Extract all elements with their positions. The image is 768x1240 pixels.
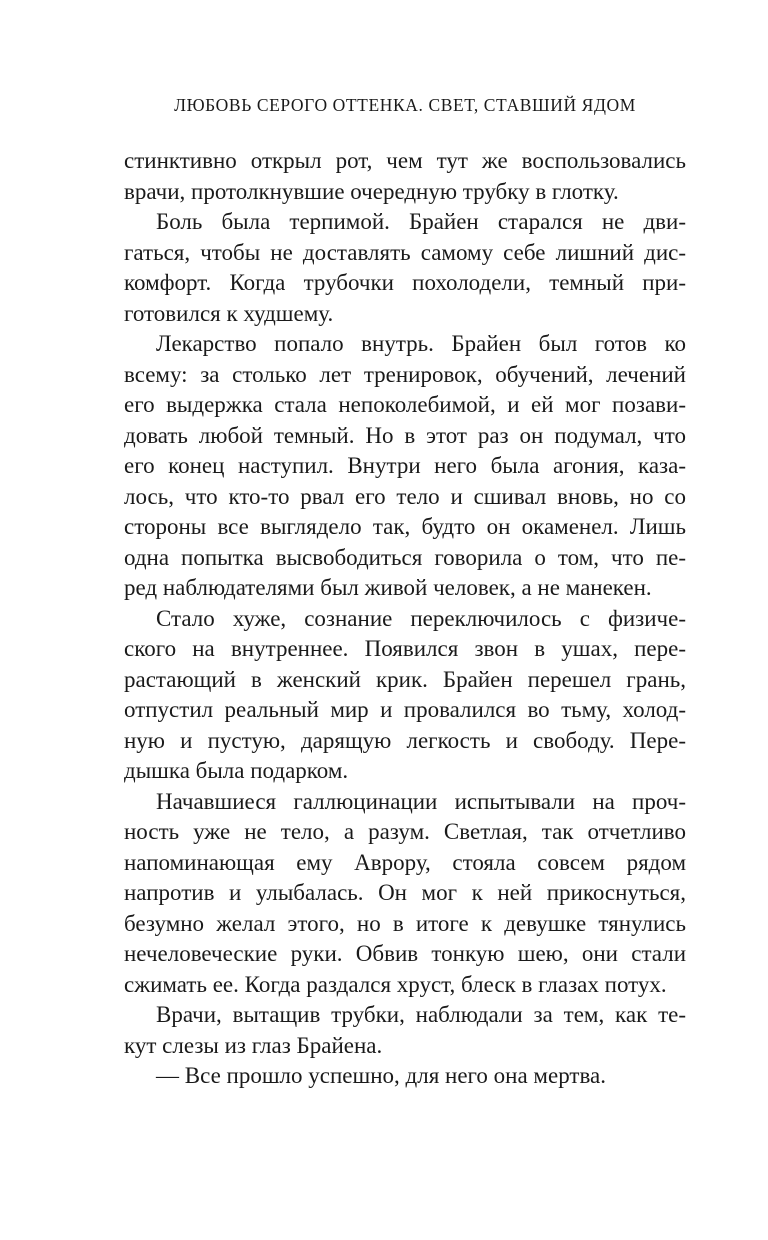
text-line: стинктивно открыл рот, чем тут же воспользовались — [124, 148, 686, 173]
running-title: ЛЮБОВЬ СЕРОГО ОТТЕНКА. СВЕТ, СТАВШИЙ ЯДОМ — [174, 95, 636, 115]
paragraph-first-line: Начавшиеся галлюцинации испытывали на проч- — [156, 788, 686, 814]
text-line: ред наблюдателями был живой человек, а не манекен. — [124, 575, 652, 600]
text-line: ную и пустую, дарящую легкость и свободу. Пере- — [124, 727, 686, 753]
paragraph-first-line: Врачи, вытащив трубки, наблюдали за тем, как те- — [156, 1002, 686, 1027]
dialogue-line: — Все прошло успешно, для него она мертва. — [156, 1063, 606, 1088]
text-line: довать любой темный. Но в этот раз он подумал, что — [124, 422, 686, 448]
text-line: напоминающая ему Аврору, стояла совсем рядом — [124, 849, 686, 875]
text-line: отпустил реальный мир и провалился во тьму, холод- — [124, 697, 686, 722]
text-line: растающий в женский крик. Брайен перешел грань, — [124, 666, 686, 692]
text-line: лось, что кто-то рвал его тело и сшивал вновь, но со — [124, 483, 686, 509]
text-line: всему: за столько лет тренировок, обучений, лечений — [124, 361, 686, 387]
text-line: одна попытка высвободиться говорила о том, что пе- — [124, 544, 686, 570]
text-line: стороны все выглядело так, будто он окаменел. Лишь — [124, 514, 686, 539]
text-line: его конец наступил. Внутри него была агония, каза- — [124, 453, 686, 478]
text-line: ского на внутреннее. Появился звон в ушах, пере- — [124, 636, 686, 661]
body-text — [124, 146, 686, 1092]
text-line: нечеловеческие руки. Обвив тонкую шею, они стали — [124, 941, 686, 966]
paragraph-first-line: Стало хуже, сознание переключилось с физиче- — [156, 605, 686, 631]
text-line: врачи, протолкнувшие очередную трубку в глотку. — [124, 178, 619, 204]
paragraph-first-line: Лекарство попало внутрь. Брайен был готов ко — [156, 331, 686, 356]
text-line: кут слезы из глаз Брайена. — [124, 1032, 383, 1058]
text-line: сжимать ее. Когда раздался хруст, блеск в глазах потух. — [124, 971, 667, 997]
text-line: безумно желал этого, но в итоге к девушке тянулись — [124, 910, 686, 936]
text-line: комфорт. Когда трубочки похолодели, темный при- — [124, 270, 686, 295]
paragraph-first-line: Боль была терпимой. Брайен старался не дви- — [156, 209, 686, 234]
text-line: дышка была подарком. — [124, 758, 349, 783]
text-line: гаться, чтобы не доставлять самому себе лишний дис- — [124, 239, 686, 265]
text-line: готовился к худшему. — [124, 300, 334, 326]
text-line: его выдержка стала непоколебимой, и ей мог позави- — [124, 392, 686, 417]
text-line: напротив и улыбалась. Он мог к ней прикоснуться, — [124, 880, 686, 905]
text-line: ность уже не тело, а разум. Светлая, так отчетливо — [124, 819, 686, 844]
